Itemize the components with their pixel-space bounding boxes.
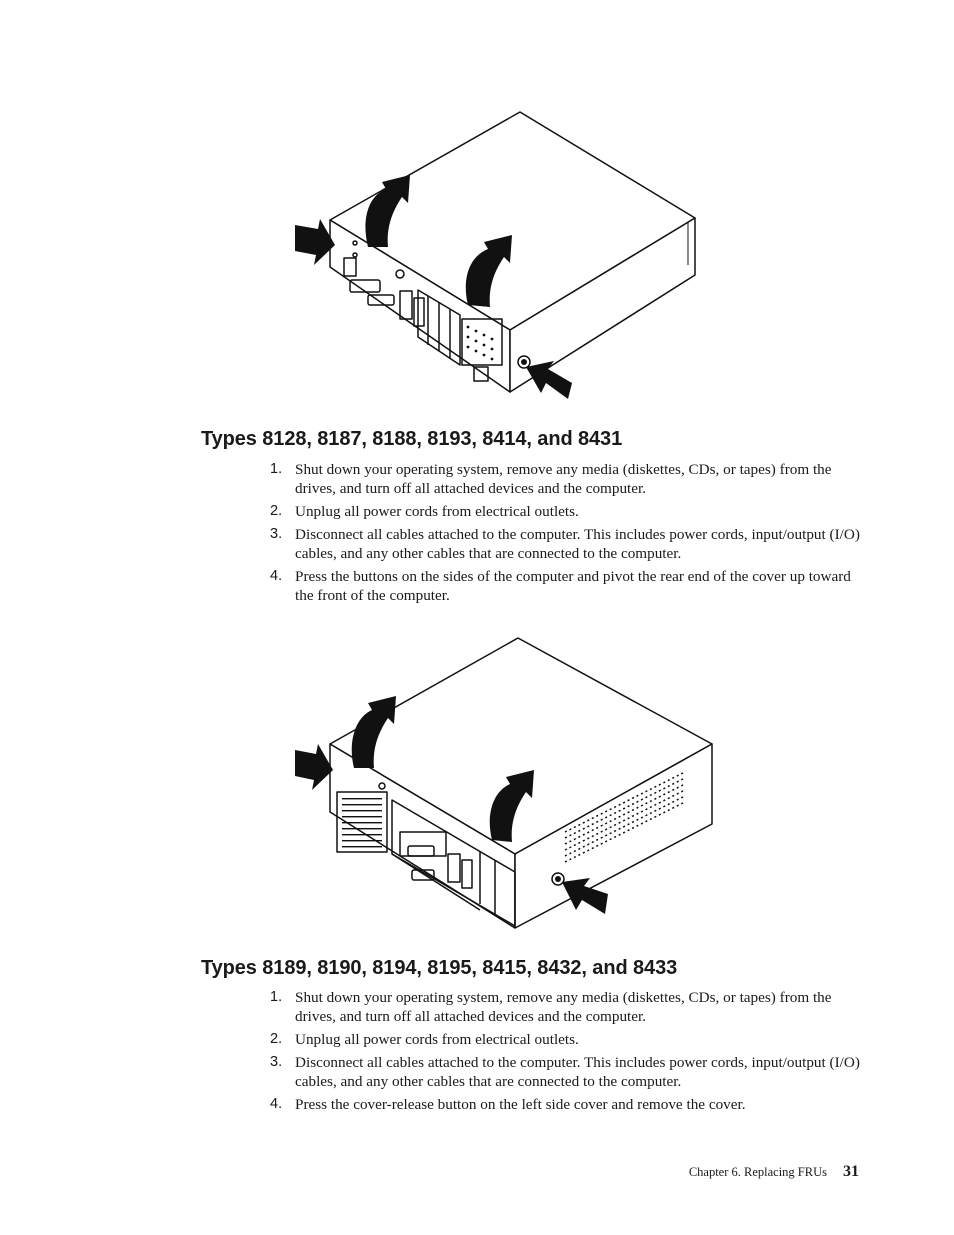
step-text: Disconnect all cables attached to the computer. This includes power cords, input/output (I/O) cables, and any other cables that are connected to the computer.	[295, 526, 860, 562]
page-footer	[689, 1163, 859, 1181]
step-text: Unplug all power cords from electrical outlets.	[295, 503, 579, 520]
step-number: 2.	[270, 503, 283, 519]
list-item	[270, 567, 860, 605]
step-text: Unplug all power cords from electrical outlets.	[295, 1031, 579, 1048]
step-number: 4.	[270, 568, 283, 584]
computer-cover-removal-illustration-1	[290, 105, 710, 405]
step-number: 2.	[270, 1031, 283, 1047]
list-item	[270, 1095, 860, 1114]
step-text: Shut down your operating system, remove any media (diskettes, CDs, or tapes) from the drives, and turn off all attached devices and the computer.	[295, 989, 832, 1025]
step-text: Disconnect all cables attached to the computer. This includes power cords, input/output (I/O) cables, and any other cables that are connected to the computer.	[295, 1054, 860, 1090]
step-number: 1.	[270, 989, 283, 1005]
step-number: 3.	[270, 1054, 283, 1070]
list-item	[270, 1030, 860, 1049]
page-number: 31	[843, 1163, 859, 1180]
step-list	[270, 460, 860, 609]
list-item	[270, 1053, 860, 1091]
step-number: 3.	[270, 526, 283, 542]
step-text: Press the buttons on the sides of the computer and pivot the rear end of the cover up toward the front of the computer.	[295, 568, 851, 604]
computer-cover-removal-illustration-2	[290, 632, 720, 937]
section-heading: Types 8128, 8187, 8188, 8193, 8414, and 8431	[201, 428, 623, 450]
step-list	[270, 988, 860, 1118]
chapter-title: Chapter 6. Replacing FRUs	[688, 1165, 827, 1179]
list-item	[270, 525, 860, 563]
step-number: 1.	[270, 461, 283, 477]
step-number: 4.	[270, 1096, 283, 1112]
list-item	[270, 460, 860, 498]
step-text: Shut down your operating system, remove any media (diskettes, CDs, or tapes) from the drives, and turn off all attached devices and the computer.	[295, 461, 832, 497]
list-item	[270, 502, 860, 521]
section-heading: Types 8189, 8190, 8194, 8195, 8415, 8432, and 8433	[201, 957, 678, 979]
list-item	[270, 988, 860, 1026]
step-text: Press the cover-release button on the left side cover and remove the cover.	[295, 1096, 746, 1113]
